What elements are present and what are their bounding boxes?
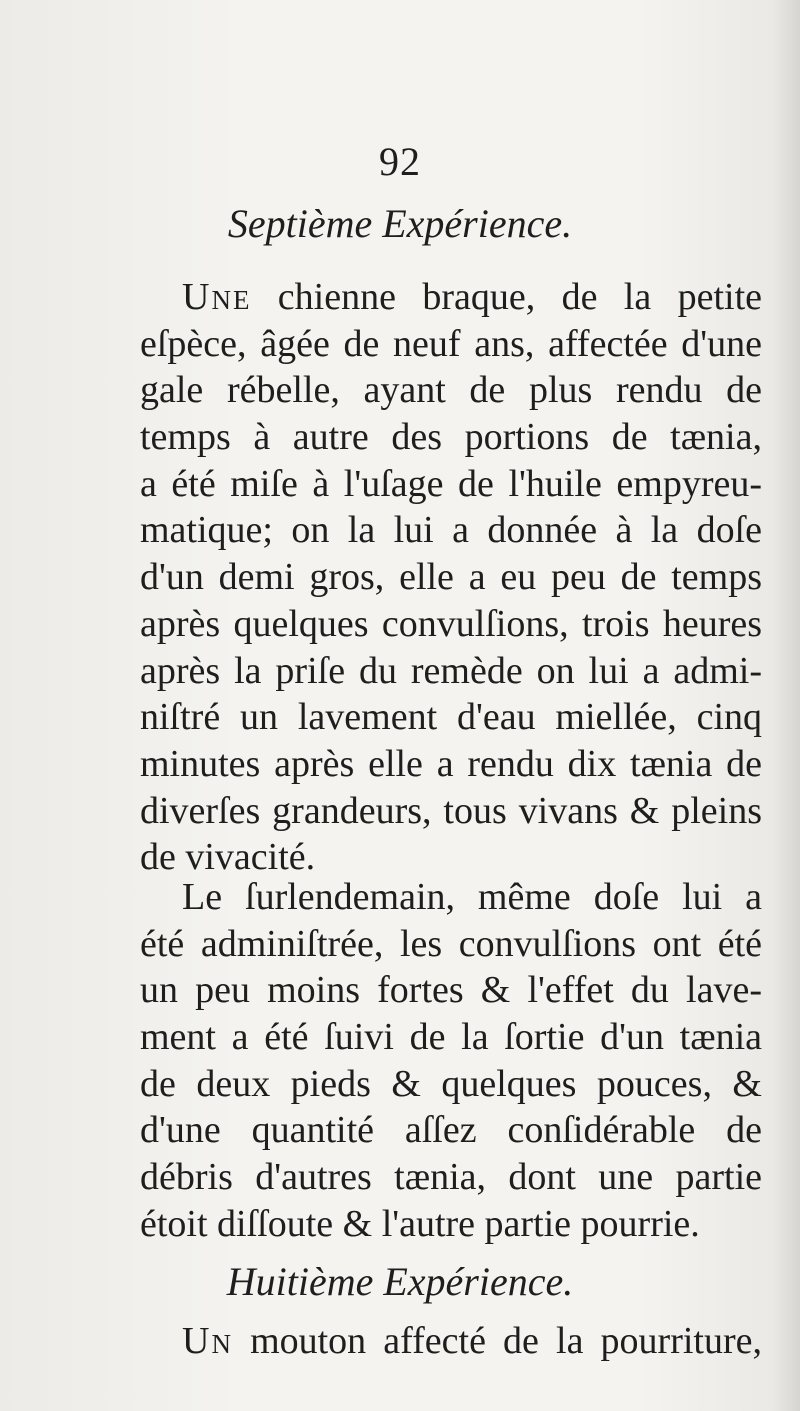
text-line: un peu moins fortes & l'effet du lave- [140, 969, 762, 1012]
text-line: matique; on la lui a donnée à la doſe [140, 509, 762, 552]
text-line: été adminiſtrée, les convulſions ont été [140, 922, 762, 965]
text-line: eſpèce, âgée de neuf ans, affectée d'une [140, 322, 762, 365]
text-line: débris d'autres tænia, dont une partie [140, 1156, 762, 1199]
text-line: d'un demi gros, elle a eu peu de temps [140, 556, 762, 599]
text-line: niſtré un lavement d'eau miellée, cinq [140, 696, 762, 739]
text-line: diverſes grandeurs, tous vivans & pleins [140, 789, 762, 832]
section-heading-septieme: Septième Expérience. [227, 201, 573, 246]
drop-lead-word: Un [182, 1320, 233, 1362]
paragraph-3 [140, 1318, 762, 1365]
text-line: de vivacité. [140, 836, 316, 879]
text-line: Le ſurlendemain, même doſe lui a [182, 876, 762, 918]
text-line [140, 1318, 762, 1365]
text-line: d'une quantité aſſez conſidérable de [140, 1109, 762, 1152]
text-line: gale rébelle, ayant de plus rendu de [140, 369, 762, 412]
text-line: temps à autre des portions de tænia, [140, 416, 762, 459]
text-line: ment a été ſuivi de la ſortie d'un tænia [140, 1016, 762, 1059]
drop-lead-word: Une [182, 276, 252, 318]
text-line [140, 274, 762, 321]
text-line-content: mouton affecté de la pourriture, [232, 1320, 762, 1362]
text-line: a été miſe à l'uſage de l'huile empyreu- [140, 462, 762, 505]
text-line-content: chienne braque, de la petite [251, 276, 762, 318]
page-number: 92 [379, 139, 421, 184]
text-line: de deux pieds & quelques pouces, & [140, 1062, 762, 1105]
text-line: après quelques convulſions, trois heures [140, 602, 762, 645]
paragraph-1 [140, 274, 762, 881]
text-line: étoit diſſoute & l'autre partie pourrie. [140, 1202, 700, 1245]
text-line: après la priſe du remède on lui a admi- [140, 649, 762, 692]
text-line: minutes après elle a rendu dix tænia de [140, 742, 762, 785]
paragraph-2 [140, 874, 762, 1248]
section-heading-huitieme: Huitième Expérience. [226, 1259, 574, 1304]
